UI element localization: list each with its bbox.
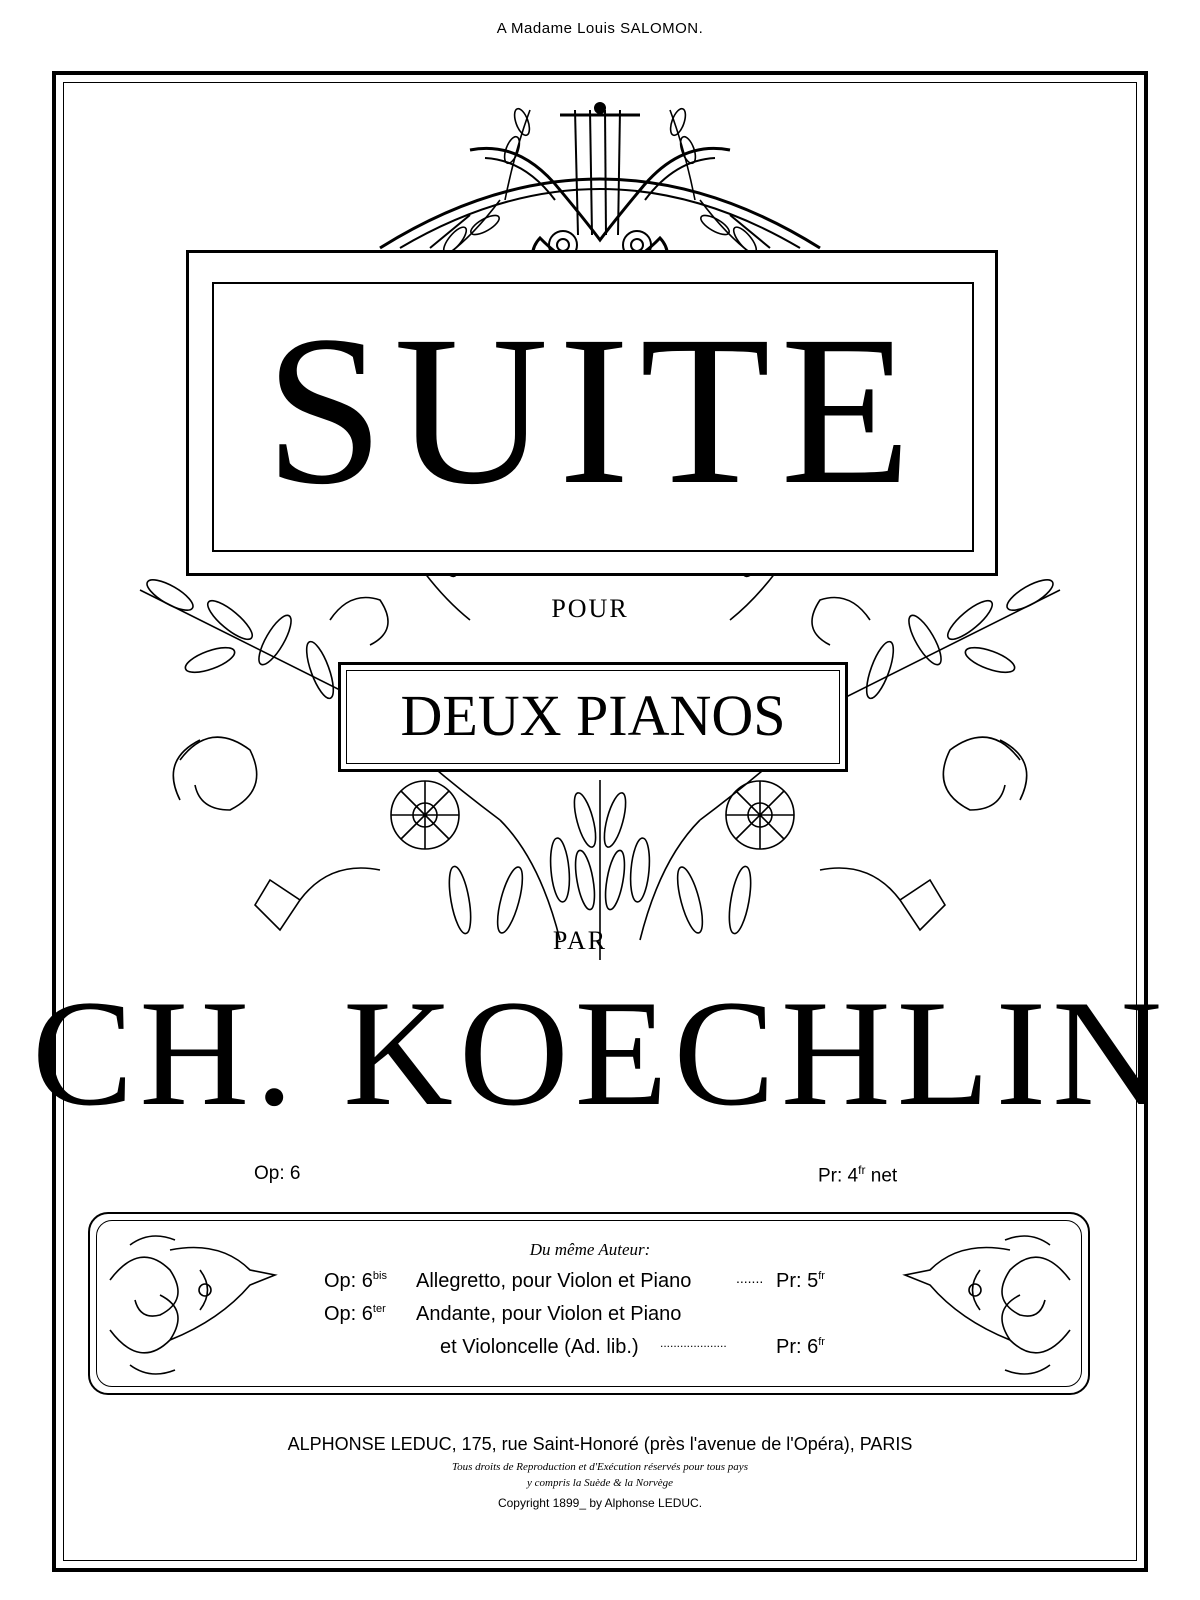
work-leader: ....... bbox=[736, 1270, 764, 1286]
dedication: A Madame Louis SALOMON. bbox=[496, 20, 704, 37]
work-price: Pr: $6^{fr}$ bbox=[776, 1336, 825, 1358]
pour-label: POUR bbox=[490, 594, 690, 624]
page-title: SUITE bbox=[264, 292, 922, 529]
work-title-continuation: et Violoncelle (Ad. lib.) bbox=[440, 1336, 639, 1358]
work-price: Pr: $5^{fr}$ bbox=[776, 1270, 825, 1292]
price-label: Pr: 4 bbox=[818, 1165, 859, 1187]
publisher-imprint: ALPHONSE LEDUC, 175, rue Saint-Honoré (près l'avenue de l'Opéra), PARIS bbox=[287, 1434, 913, 1454]
rights-notice: Tous droits de Reproduction et d'Exécution réservés pour tous pays bbox=[452, 1461, 748, 1473]
work-opus: Op: $6^{bis}$ bbox=[324, 1270, 387, 1292]
price-suffix: net bbox=[865, 1165, 898, 1187]
instruments-title: DEUX PIANOS bbox=[400, 683, 786, 748]
rights-notice-countries: y compris la Suède & la Norvège bbox=[526, 1477, 674, 1489]
opus-number: Op: 6 bbox=[254, 1163, 301, 1184]
work-leader: .................... bbox=[660, 1336, 727, 1350]
work-opus: Op: $6^{ter}$ bbox=[324, 1303, 386, 1325]
work-title: Andante, pour Violon et Piano bbox=[416, 1303, 682, 1325]
price-unit: fr bbox=[858, 1163, 866, 1177]
copyright-notice: Copyright 1899_ by Alphonse LEDUC. bbox=[497, 1496, 703, 1510]
composer-name: CH. KOECHLIN bbox=[32, 969, 1168, 1137]
par-label: PAR bbox=[552, 926, 608, 955]
work-title: Allegretto, pour Violon et Piano bbox=[416, 1270, 692, 1292]
price bbox=[818, 1163, 897, 1187]
other-works-heading: Du même Auteur: bbox=[529, 1240, 651, 1259]
